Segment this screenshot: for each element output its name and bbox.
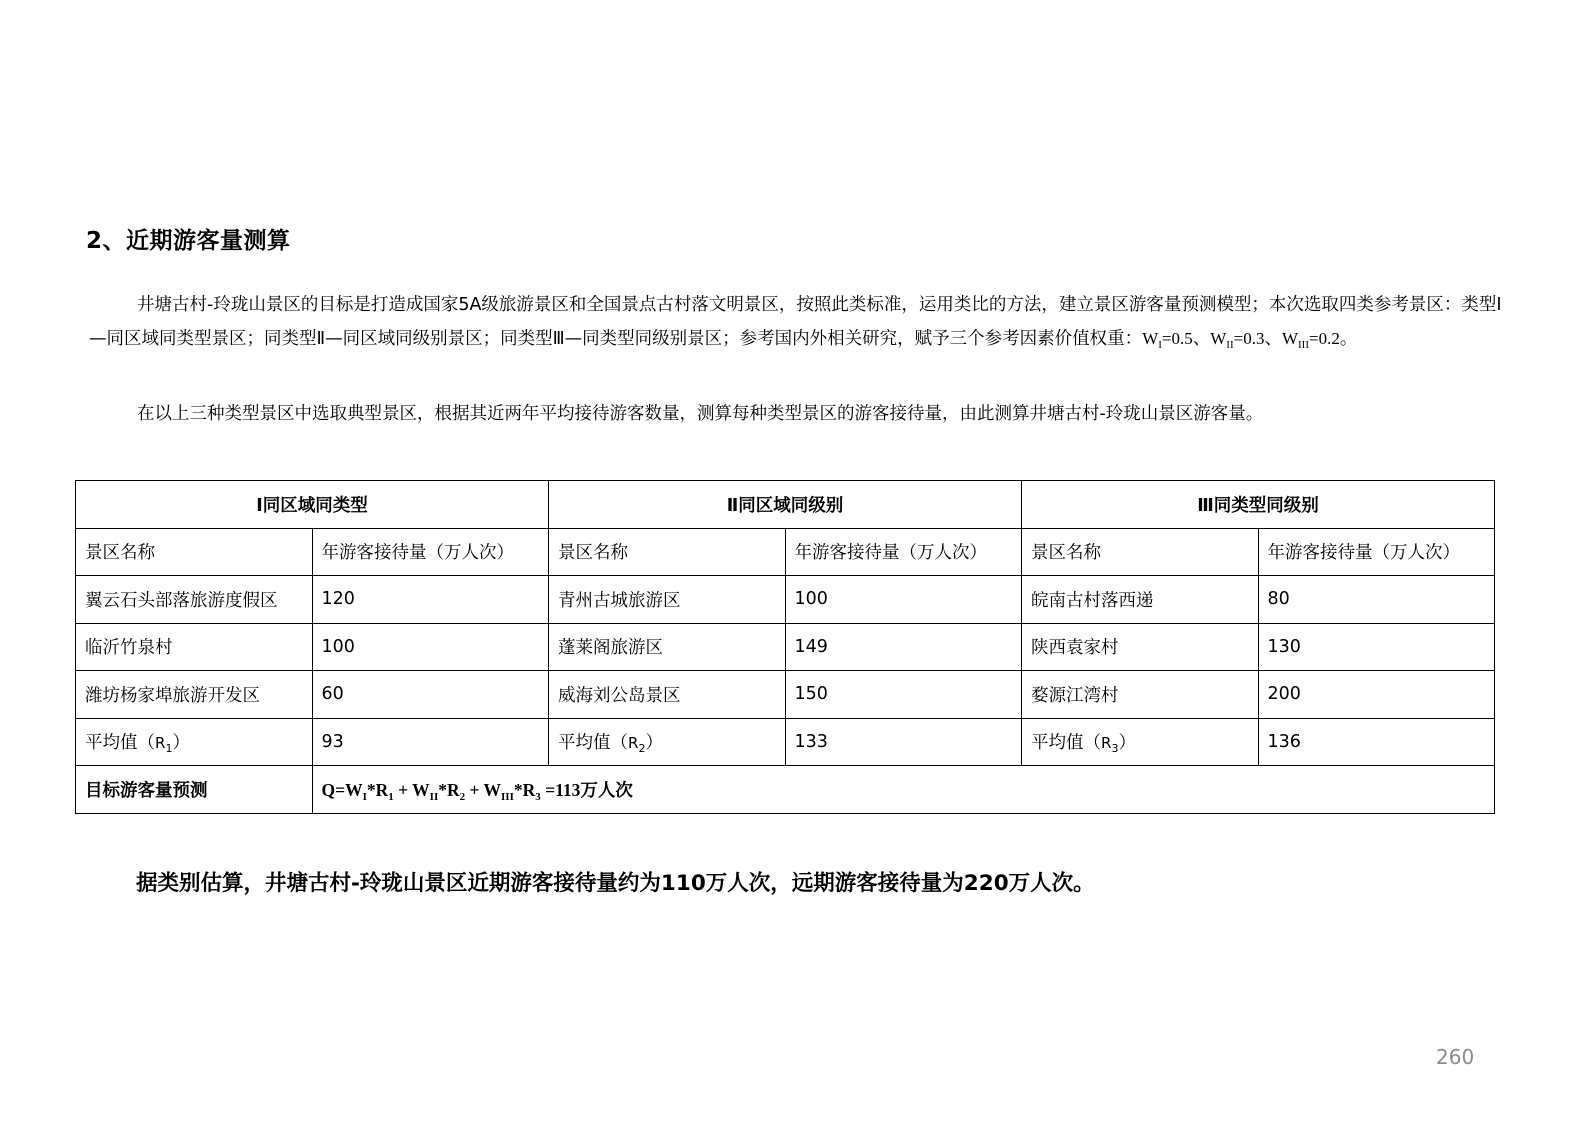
section-heading: 2、近期游客量测算 <box>86 228 291 254</box>
conclusion-text: 据类别估算，井塘古村-玲珑山景区近期游客接待量约为110万人次，远期游客接待量为220万人次。 <box>136 871 1095 896</box>
table-cell: 陕西袁家村 <box>1022 623 1259 671</box>
table-group-header-row <box>76 481 1495 529</box>
table-cell: 150 <box>785 671 1022 719</box>
average-value-r1: 93 <box>312 718 549 766</box>
average-value-r2: 133 <box>785 718 1022 766</box>
table-cell: 130 <box>1258 623 1495 671</box>
group-header-type3: Ⅲ同类型同级别 <box>1022 481 1495 529</box>
table-cell: 200 <box>1258 671 1495 719</box>
paragraph-intro: 井塘古村-玲珑山景区的目标是打造成国家5A级旅游景区和全国景点古村落文明景区，按照此类标准，运用类比的方法，建立景区游客量预测模型；本次选取四类参考景区：类型Ⅰ—同区域同类型景区；同类型Ⅱ—同区域同级别景区；同类型Ⅲ—同类型同级别景区；参考国内外相关研究，赋予三个参考因素价值权重：$W_I=0.5$、$W_{II}=0.3$、$W_{III}=0.2$。 <box>89 295 1502 351</box>
table-cell: 潍坊杨家埠旅游开发区 <box>76 671 313 719</box>
column-header-visitors: 年游客接待量（万人次） <box>1258 528 1495 576</box>
average-label-r1: 平均值$(R_1)$ <box>76 718 313 766</box>
table-cell: 威海刘公岛景区 <box>549 671 786 719</box>
table-target-row <box>76 766 1495 814</box>
page-number: 260 <box>1436 1045 1475 1069</box>
column-header-visitors: 年游客接待量（万人次） <box>312 528 549 576</box>
table-cell: 翼云石头部落旅游度假区 <box>76 576 313 624</box>
weight-w1: $W_I=0.5$ <box>1142 329 1193 351</box>
table-row <box>76 623 1495 671</box>
average-value-r3: 136 <box>1258 718 1495 766</box>
table-cell: 100 <box>785 576 1022 624</box>
paragraph-method: 在以上三种类型景区中选取典型景区，根据其近两年平均接待游客数量，测算每种类型景区的游客接待量，由此测算井塘古村-玲珑山景区游客量。 <box>137 404 1264 424</box>
column-header-name: 景区名称 <box>76 528 313 576</box>
table-row <box>76 576 1495 624</box>
average-label-r2: 平均值$(R_2)$ <box>549 718 786 766</box>
table-cell: 100 <box>312 623 549 671</box>
forecast-formula: $Q=W_I*R_1 + W_{II}*R_2 + W_{III}*R_3 =113$万人次 <box>312 766 1495 814</box>
group-header-type1: Ⅰ同区域同类型 <box>76 481 549 529</box>
table-cell: 临沂竹泉村 <box>76 623 313 671</box>
table-cell: 149 <box>785 623 1022 671</box>
paragraph-intro-text: 井塘古村-玲珑山景区的目标是打造成国家5A级旅游景区和全国景点古村落文明景区，按照此类标准，运用类比的方法，建立景区游客量预测模型；本次选取四类参考景区：类型Ⅰ—同区域同类型景区；同类型Ⅱ—同区域同级别景区；同类型Ⅲ—同类型同级别景区；参考国内外相关研究，赋予三个参考因素价值权重： <box>89 295 1502 349</box>
column-header-visitors: 年游客接待量（万人次） <box>785 528 1022 576</box>
column-header-name: 景区名称 <box>1022 528 1259 576</box>
table-column-header-row <box>76 528 1495 576</box>
table-average-row <box>76 718 1495 766</box>
group-header-type2: Ⅱ同区域同级别 <box>549 481 1022 529</box>
reference-scenic-table <box>75 480 1495 814</box>
weight-w3: $W_{III}=0.2$ <box>1281 329 1340 351</box>
column-header-name: 景区名称 <box>549 528 786 576</box>
table-cell: 80 <box>1258 576 1495 624</box>
target-forecast-label: 目标游客量预测 <box>76 766 313 814</box>
table-cell: 蓬莱阁旅游区 <box>549 623 786 671</box>
table-cell: 120 <box>312 576 549 624</box>
table-cell: 皖南古村落西递 <box>1022 576 1259 624</box>
table-cell: 60 <box>312 671 549 719</box>
table-cell: 青州古城旅游区 <box>549 576 786 624</box>
table-row <box>76 671 1495 719</box>
table-cell: 婺源江湾村 <box>1022 671 1259 719</box>
weight-w2: $W_{II}=0.3$ <box>1210 329 1265 351</box>
average-label-r3: 平均值$(R_3)$ <box>1022 718 1259 766</box>
